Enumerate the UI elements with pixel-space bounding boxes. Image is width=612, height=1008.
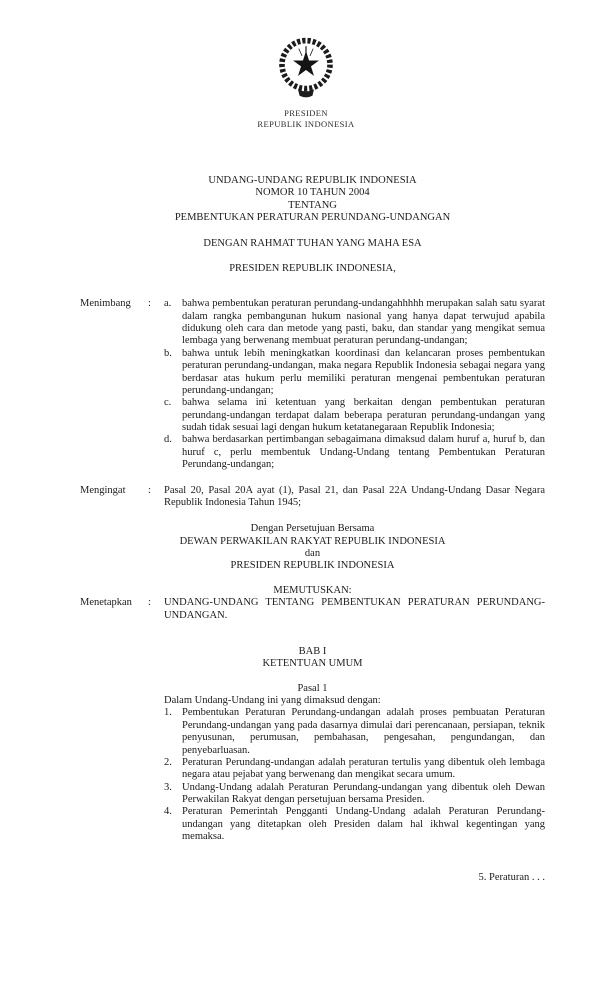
item-text: Pembentukan Peraturan Perundang-undangan adalah proses pembuatan Peraturan Perundang-undangan yang pada dasarnya dimulai dari perencanaan, persiapan, teknik penyusunan, perumusan, pembahasan, pengesahan, pengundangan, dan penyebarluasan. — [182, 707, 545, 756]
document-title — [80, 175, 545, 225]
star-wreath-emblem-icon — [266, 22, 346, 104]
bab-number: BAB I — [298, 645, 327, 657]
menimbang-item-c — [164, 397, 545, 434]
pasal-1-item-4 — [164, 806, 545, 843]
pasal-1-heading: Pasal 1 — [297, 682, 328, 694]
menimbang-item-a — [164, 298, 545, 348]
agreement-line-2: DEWAN PERWAKILAN RAKYAT REPUBLIK INDONESIA — [179, 535, 446, 547]
item-marker: b. — [164, 347, 172, 359]
letterhead — [0, 0, 612, 129]
bab-heading — [80, 646, 545, 671]
mengingat-section — [80, 485, 545, 510]
item-text: Undang-Undang adalah Peraturan Perundang-undangan yang dibentuk oleh Dewan Perwakilan Rakyat dengan persetujuan bersama Presiden. — [182, 781, 545, 806]
item-marker: 4. — [164, 806, 172, 818]
pasal-1-body — [164, 695, 545, 844]
agreement-block — [80, 523, 545, 573]
menetapkan-label: Menetapkan — [80, 597, 132, 609]
page-continuation-marker: 5. Peraturan . . . — [478, 872, 545, 883]
item-text: bahwa untuk lebih meningkatkan koordinasi dan kelancaran proses pembentukan peraturan perundang-undangan, maka negara Republik Indonesia sebagai negara yang berdasar atas hukum perlu memiliki peraturan mengenai pembentukan peraturan perundang-undangan; — [182, 347, 545, 396]
item-text: bahwa pembentukan peraturan perundang-undangahhhhh merupakan salah satu syarat dalam rangka pembangunan hukum nasional yang hanya dapat terwujud apabila didukung oleh cara dan metode yang pasti, baku, dan standar yang mengikat semua lembaga yang berwenang membuat peraturan perundang-undangan; — [182, 298, 545, 347]
mengingat-text: Pasal 20, Pasal 20A ayat (1), Pasal 21, dan Pasal 22A Undang-Undang Dasar Negara Republik Indonesia Tahun 1945; — [164, 484, 545, 508]
mengingat-colon: : — [148, 484, 151, 496]
org-name-republik-indonesia: REPUBLIK INDONESIA — [257, 119, 355, 130]
title-line-3: TENTANG — [288, 199, 337, 211]
item-marker: 2. — [164, 756, 172, 768]
item-text: bahwa selama ini ketentuan yang berkaitan dengan pembentukan peraturan perundang-undangan terdapat dalam beberapa peraturan perundang-undangan yang sudah tidak sesuai lagi dengan hukum ketatanegaraan Republik Indonesia; — [182, 397, 545, 434]
agreement-line-4: PRESIDEN REPUBLIK INDONESIA — [230, 560, 395, 572]
item-marker: 3. — [164, 781, 172, 793]
president-line: PRESIDEN REPUBLIK INDONESIA, — [229, 262, 396, 274]
agreement-line-1: Dengan Persetujuan Bersama — [250, 523, 375, 535]
menimbang-item-d — [164, 434, 545, 471]
pasal-1-item-2 — [164, 757, 545, 782]
item-marker: c. — [164, 397, 172, 409]
document-body — [0, 175, 612, 844]
bab-title: KETENTUAN UMUM — [262, 658, 363, 670]
menimbang-label: Menimbang — [80, 298, 131, 310]
item-text: Peraturan Perundang-undangan adalah peraturan tertulis yang dibentuk oleh lembaga negara atau pejabat yang berwenang dan mengikat secara umum. — [182, 756, 545, 781]
item-marker: d. — [164, 434, 172, 446]
item-text: Peraturan Pemerintah Pengganti Undang-Undang adalah Peraturan Perundang-undangan yang ditetapkan oleh Presiden dalam hal ikhwal kegentingan yang memaksa. — [182, 806, 545, 843]
menimbang-section — [80, 298, 545, 471]
pasal-1-item-1 — [164, 707, 545, 757]
pasal-1-intro: Dalam Undang-Undang ini yang dimaksud dengan: — [164, 695, 381, 707]
memutuskan-heading: MEMUTUSKAN: — [273, 584, 352, 596]
menimbang-body — [164, 298, 545, 471]
item-marker: 1. — [164, 707, 172, 719]
org-name-presiden: PRESIDEN — [284, 108, 328, 118]
mengingat-label: Mengingat — [80, 484, 126, 496]
agreement-line-3: dan — [304, 548, 321, 560]
title-line-2: NOMOR 10 TAHUN 2004 — [255, 187, 370, 199]
menimbang-colon: : — [148, 298, 151, 310]
menetapkan-section — [80, 597, 545, 622]
item-text: bahwa berdasarkan pertimbangan sebagaimana dimaksud dalam huruf a, huruf b, dan huruf c, perlu membentuk Undang-Undang tentang Pembentukan Peraturan Perundang-undangan; — [182, 434, 545, 471]
menetapkan-colon: : — [148, 597, 151, 609]
title-line-4: PEMBENTUKAN PERATURAN PERUNDANG-UNDANGAN — [174, 212, 451, 224]
menimbang-item-b — [164, 348, 545, 398]
item-marker: a. — [164, 298, 172, 310]
grace-line: DENGAN RAHMAT TUHAN YANG MAHA ESA — [203, 237, 422, 249]
menetapkan-text: UNDANG-UNDANG TENTANG PEMBENTUKAN PERATURAN PERUNDANG-UNDANGAN. — [164, 597, 545, 621]
pasal-1-item-3 — [164, 782, 545, 807]
title-line-1: UNDANG-UNDANG REPUBLIK INDONESIA — [208, 175, 417, 187]
